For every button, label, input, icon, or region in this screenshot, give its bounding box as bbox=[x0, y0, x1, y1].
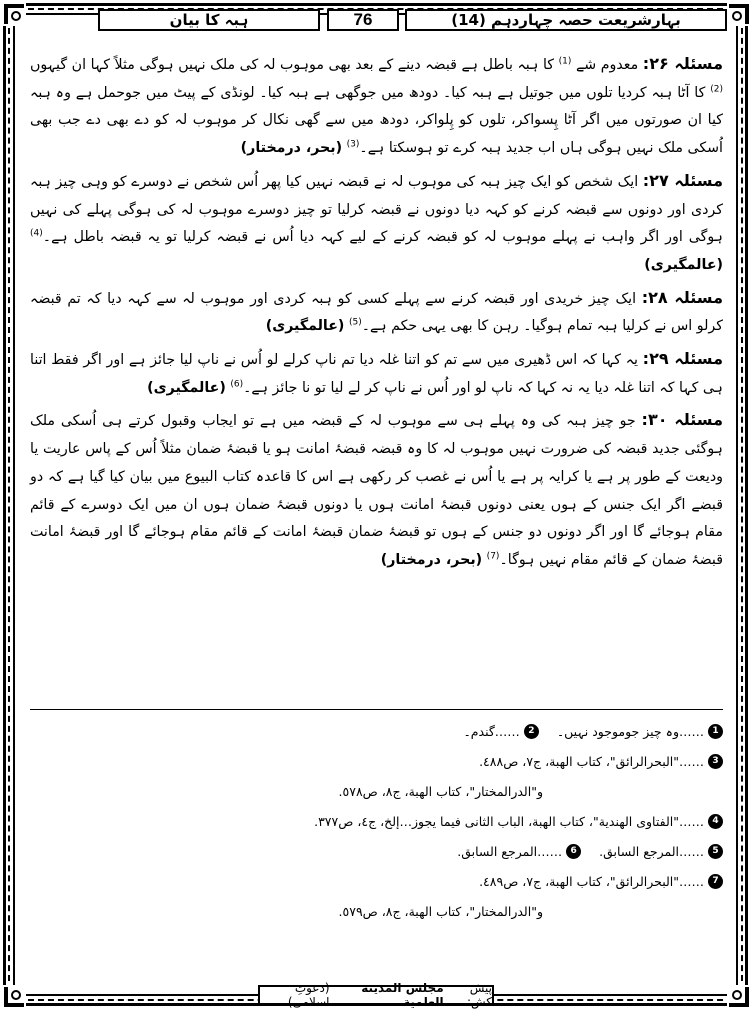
footnote-line bbox=[30, 896, 723, 926]
citation: (عالمگیری) bbox=[147, 379, 226, 396]
issue-label: مسئلہ ۲۷: bbox=[642, 170, 723, 190]
footnote-number: 2 bbox=[524, 724, 539, 739]
footnote bbox=[479, 874, 723, 889]
footnote-text: ……"البحرالرائق"، کتاب الھبة، ج٧، ص٤٨٩. bbox=[479, 873, 704, 889]
corner-ornament-icon bbox=[727, 985, 751, 1009]
issue-paragraph bbox=[30, 406, 723, 574]
footnote-text: ……گندم۔ bbox=[463, 723, 520, 739]
footnote-text: ……المرجع السابق. bbox=[599, 843, 704, 859]
footnote-number: 3 bbox=[708, 754, 723, 769]
issue-paragraph bbox=[30, 345, 723, 402]
footnote-text: ……المرجع السابق. bbox=[457, 843, 563, 859]
footnote-ref: (6) bbox=[230, 379, 244, 389]
footnote bbox=[599, 844, 723, 859]
footnote-line bbox=[30, 746, 723, 776]
footnote bbox=[314, 814, 723, 829]
footnote-ref: (3) bbox=[346, 139, 360, 150]
issue-label: مسئلہ ۲۶: bbox=[642, 54, 723, 73]
footnote-ref: (4) bbox=[30, 228, 43, 239]
issue-paragraph bbox=[30, 50, 723, 163]
publisher-footer bbox=[258, 981, 494, 1009]
footnote-ref: (1) bbox=[558, 56, 572, 67]
issue-label: مسئلہ ۲۹: bbox=[642, 349, 723, 369]
citation: (عالمگیری) bbox=[265, 318, 345, 335]
footer-presented-by: پیش کش: bbox=[466, 981, 492, 1009]
footnote-text: ……"البحرالرائق"، کتاب الھبة، ج٧، ص٤٨٨. bbox=[479, 753, 704, 769]
footnote-ref: (2) bbox=[710, 83, 723, 94]
issue-text: ایک چیز خریدی اور قبضہ کرنے سے پہلے کسی کو ہبہ کردی اور موہوب لہ سے کہہ دیا کہ تم قبضہ کرلو اس نے کرلیا ہبہ تمام ہوگیا۔ رہن کا بھی یہی حکم ہے۔ bbox=[30, 290, 723, 335]
book-title: بہارِشریعت حصہ چہاردہم (14) bbox=[405, 9, 727, 31]
footnote-number: 1 bbox=[708, 724, 723, 739]
chapter-title: ہبہ کا بیان bbox=[98, 9, 320, 31]
footnote-line bbox=[30, 806, 723, 836]
page-number bbox=[327, 9, 399, 31]
issue-text: ایک شخص کو ایک چیز ہبہ کی موہوب لہ نے قبضہ نہیں کیا پھر اُس شخص نے دوسرے کو وہی چیز ہبہ کردی اور دونوں سے قبضہ کرنے کو کہہ دیا دونوں نے قبضہ کرلیا تو چیز دوسرے موہوب لہ کی ہوگی پہلے کی نہیں ہوگی اور اگر واہب نے پہلے موہوب لہ کو قبضہ کرنے کے لیے کہہ دیا اُس نے قبضہ کرلیا تو یہ قبضہ باطل ہے۔ bbox=[30, 173, 723, 246]
footnote-text: ……"الفتاوی الھندیة"، کتاب الھبة، الباب الثانی فیما یجوز…إلخ، ج٤، ص٣٧٧. bbox=[314, 813, 704, 829]
issue-text: جو چیز ہبہ کی وہ پہلے ہی سے موہوب لہ کے قبضہ میں ہے تو ایجاب وقبول کرتے ہی اُسکی ملک ہوگئی جدید قبضہ کی ضرورت نہیں موہوب لہ کا وہ قبضہ قبضۂ امانت ہو یا قبضۂ ضمان مثلاً اُس کے پاس عاریت یا ودیعت کے طور پر ہے یا کرایہ پر ہے یا اُس نے غصب کر رکھی ہے اس کا قاعدہ کتاب البیوع میں بیان کیا گیا ہے کہ دو قبضے اگر ایک جنس کے ہوں یعنی دونوں قبضۂ امانت ہوں یا دونوں قبضۂ ضمان ہوں ان میں ایک دوسرے کے قائم مقام ہوجائے گا اور اگر دونوں دو جنس کے ہوں تو قبضۂ ضمان قبضۂ امانت کے قائم مقام ہوجائے گا اور قبضۂ امانت قبضۂ ضمان کے قائم مقام نہیں ہوگا۔ bbox=[30, 413, 723, 568]
corner-ornament-icon bbox=[2, 2, 26, 26]
footnote-line bbox=[30, 836, 723, 866]
footnote-text: و"الدرالمختار"، کتاب الھبة، ج٨، ص٥٧٩. bbox=[338, 903, 543, 919]
issue-text: معدوم شے bbox=[575, 57, 639, 73]
footnote-divider bbox=[30, 709, 723, 710]
footnote-line bbox=[30, 716, 723, 746]
corner-ornament-icon bbox=[2, 985, 26, 1009]
footnotes bbox=[30, 716, 723, 926]
citation: (بحر، درمختار) bbox=[380, 551, 483, 568]
footnote bbox=[557, 724, 723, 739]
issue-text: کا ہبہ باطل ہے قبضہ دینے کے بعد بھی موہوب لہ کی ملک نہیں ہوگی مثلاً کہا ان گیہوں bbox=[30, 57, 555, 73]
issue-label: مسئلہ ۲۸: bbox=[641, 287, 723, 307]
footnote-number: 7 bbox=[708, 874, 723, 889]
issue-text: کا آٹا ہبہ کردیا تلوں میں جوتیل ہے ہبہ کیا۔ دودھ میں جوگھی ہے ہبہ کیا۔ لونڈی کے پیٹ میں جوحمل ہے وہ ہبہ کیا ان صورتوں میں اگر آٹا پِسواکر، تلوں کو پِلواکر، دودھ میں سے گھی نکال کر موہوب لہ کو دے بھی دے جب بھی اُسکی ملک نہیں ہوگی ہاں اب جدید ہبہ کرے تو ہوسکتا ہے۔ bbox=[30, 84, 723, 157]
footer-publisher: مجلس المدینة العلمیة bbox=[361, 981, 444, 1009]
footnote bbox=[463, 724, 538, 739]
corner-ornament-icon bbox=[727, 2, 751, 26]
main-content bbox=[30, 50, 723, 579]
footnote-number: 4 bbox=[708, 814, 723, 829]
issue-text: یہ کہا کہ اس ڈھیری میں سے تم کو اتنا غلہ دیا تم ناپ کرلے لو اُس نے ناپ لیا جائز ہے اور اگر فقط اتنا ہی کہا کہ اتنا غلہ دیا یہ نہ کہا کہ ناپ لو اور اُس نے ناپ کر لے لیا تو نا جائز ہے۔ bbox=[30, 352, 723, 396]
footnote-line bbox=[30, 776, 723, 806]
footnote-number: 6 bbox=[566, 844, 581, 859]
footnote-number: 5 bbox=[708, 844, 723, 859]
citation: (عالمگیری) bbox=[644, 256, 723, 273]
issue-paragraph bbox=[30, 167, 723, 280]
page-number-value: 76 bbox=[353, 10, 373, 29]
footnote-ref: (5) bbox=[348, 317, 362, 328]
footer-org: (دعوتِ اسلامی) bbox=[287, 981, 330, 1009]
issue-label: مسئلہ ۳۰: bbox=[641, 410, 723, 430]
footnote bbox=[457, 844, 581, 859]
issue-paragraph bbox=[30, 284, 723, 341]
footnote bbox=[479, 754, 723, 769]
footnote-text: ……وہ چیز جوموجود نہیں۔ bbox=[556, 723, 704, 739]
citation: (بحر، درمختار) bbox=[240, 140, 343, 157]
footnote-text: و"الدرالمختار"، کتاب الھبة، ج٨، ص٥٧٨. bbox=[338, 783, 543, 799]
footnote-line bbox=[30, 866, 723, 896]
footnote-ref: (7) bbox=[486, 551, 500, 562]
